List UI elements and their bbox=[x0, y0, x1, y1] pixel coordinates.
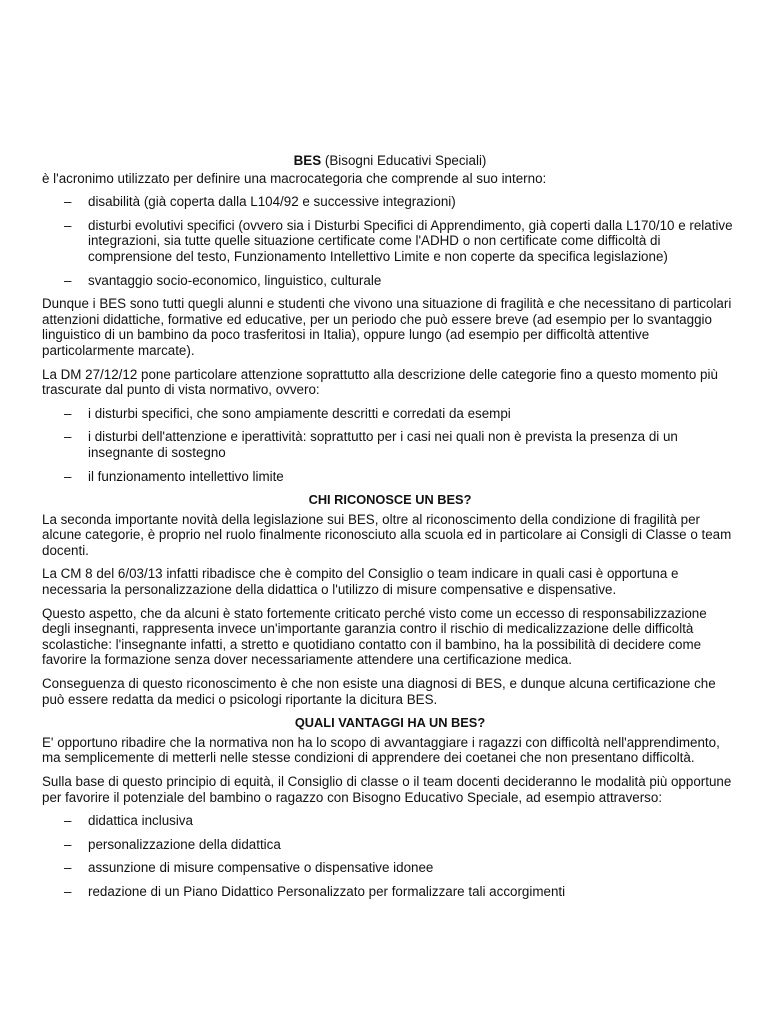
paragraph: E' opportuno ribadire che la normativa non ha lo scopo di avvantaggiare i ragazzi con difficoltà nell'apprendimento, ma semplicemente di metterli nelle stesse condizioni di apprendere dei coetanei che non presentano difficoltà. bbox=[42, 734, 720, 766]
list-item-text: disabilità (già coperta dalla L104/92 e successive integrazioni) bbox=[88, 194, 456, 210]
list-item bbox=[42, 860, 738, 876]
intro-paragraph: è l'acronimo utilizzato per definire una macrocategoria che comprende al suo interno: bbox=[42, 170, 547, 186]
list-item bbox=[42, 194, 738, 210]
dm-categories-list bbox=[42, 406, 738, 484]
list-item bbox=[42, 218, 738, 265]
list-item-text: redazione di un Piano Didattico Personalizzato per formalizzare tali accorgimenti bbox=[88, 883, 566, 899]
list-item-text: il funzionamento intellettivo limite bbox=[88, 468, 284, 484]
list-item-text: didattica inclusiva bbox=[88, 813, 193, 829]
paragraph: Sulla base di questo principio di equità, il Consiglio di classe o il team docenti decideranno le modalità più opportune per favorire il potenziale del bambino o ragazzo con Bisogno Educativo Speciale, ad esempio attraverso: bbox=[42, 774, 732, 805]
list-item bbox=[42, 273, 738, 289]
dash-bullet: – bbox=[64, 429, 72, 445]
list-item-text: assunzione di misure compensative o dispensative idonee bbox=[88, 860, 434, 876]
title-acronym: BES bbox=[293, 153, 322, 168]
list-item-text: personalizzazione della didattica bbox=[88, 836, 281, 852]
dash-bullet: – bbox=[64, 836, 72, 852]
document-body bbox=[42, 153, 738, 908]
dash-bullet: – bbox=[64, 405, 72, 421]
list-item bbox=[42, 837, 738, 853]
list-item bbox=[42, 884, 738, 900]
list-item bbox=[42, 429, 738, 460]
bes-categories-list bbox=[42, 194, 738, 288]
title-expansion: (Bisogni Educativi Speciali) bbox=[321, 153, 487, 168]
paragraph: Questo aspetto, che da alcuni è stato fortemente criticato perché visto come un eccesso di responsabilizzazione degli insegnanti, rappresenta invece un'importante garanzia contro il rischio di medicalizzazione delle difficoltà scolastiche: l'insegnante infatti, a stretto e quotidiano contatto con il bambino, ha la possibilità di decidere come favorire la formazione senza dover necessariamente attendere una certificazione medica. bbox=[42, 605, 707, 668]
dash-bullet: – bbox=[64, 272, 72, 288]
list-item bbox=[42, 469, 738, 485]
paragraph: La seconda importante novità della legislazione sui BES, oltre al riconoscimento della condizione di fragilità per alcune categorie, è proprio nel ruolo finalmente riconosciuto alla scuola ed in particolare ai Consigli di Classe o team docenti. bbox=[42, 511, 732, 558]
paragraph: La CM 8 del 6/03/13 infatti ribadisce che è compito del Consiglio o team indicare in quali casi è opportuna e necessaria la personalizzazione della didattica o l'utilizzo di misure compensative e dispensative. bbox=[42, 566, 679, 598]
paragraph: Dunque i BES sono tutti quegli alunni e studenti che vivono una situazione di fragilità e che necessitano di particolari attenzioni didattiche, formative ed educative, per un periodo che può essere breve (ad esempio per lo svantaggio linguistico di un bambino da poco trasferitosi in Italia), oppure lungo (ad esempio per difficoltà attentive particolarmente marcate). bbox=[42, 296, 732, 358]
document-title bbox=[42, 153, 738, 169]
section-heading: QUALI VANTAGGI HA UN BES? bbox=[294, 715, 486, 731]
dash-bullet: – bbox=[64, 883, 72, 899]
measures-list bbox=[42, 813, 738, 899]
list-item-text: i disturbi dell'attenzione e iperattività: soprattutto per i casi nei quali non è prevista la presenza di un insegnante di sostegno bbox=[88, 429, 678, 460]
section-heading: CHI RICONOSCE UN BES? bbox=[308, 492, 472, 508]
dash-bullet: – bbox=[64, 860, 72, 876]
paragraph: La DM 27/12/12 pone particolare attenzione soprattutto alla descrizione delle categorie fino a questo momento più trascurate dal punto di vista normativo, ovvero: bbox=[42, 366, 718, 398]
dash-bullet: – bbox=[64, 217, 72, 233]
dash-bullet: – bbox=[64, 468, 72, 484]
list-item-text: disturbi evolutivi specifici (ovvero sia i Disturbi Specifici di Apprendimento, già coperti dalla L170/10 e relative integrazioni, sia tutte quelle situazione certificate come l'ADHD o non certificate come difficoltà di comprensione del testo, Funzionamento Intellettivo Limite e non coperte da specifica legislazione) bbox=[88, 217, 733, 264]
list-item bbox=[42, 813, 738, 829]
list-item-text: svantaggio socio-economico, linguistico, culturale bbox=[88, 272, 382, 288]
list-item bbox=[42, 406, 738, 422]
list-item-text: i disturbi specifici, che sono ampiamente descritti e corredati da esempi bbox=[88, 405, 511, 421]
paragraph: Conseguenza di questo riconoscimento è che non esiste una diagnosi di BES, e dunque alcuna certificazione che può essere redatta da medici o psicologi riportante la dicitura BES. bbox=[42, 676, 716, 707]
dash-bullet: – bbox=[64, 194, 72, 210]
dash-bullet: – bbox=[64, 813, 72, 829]
